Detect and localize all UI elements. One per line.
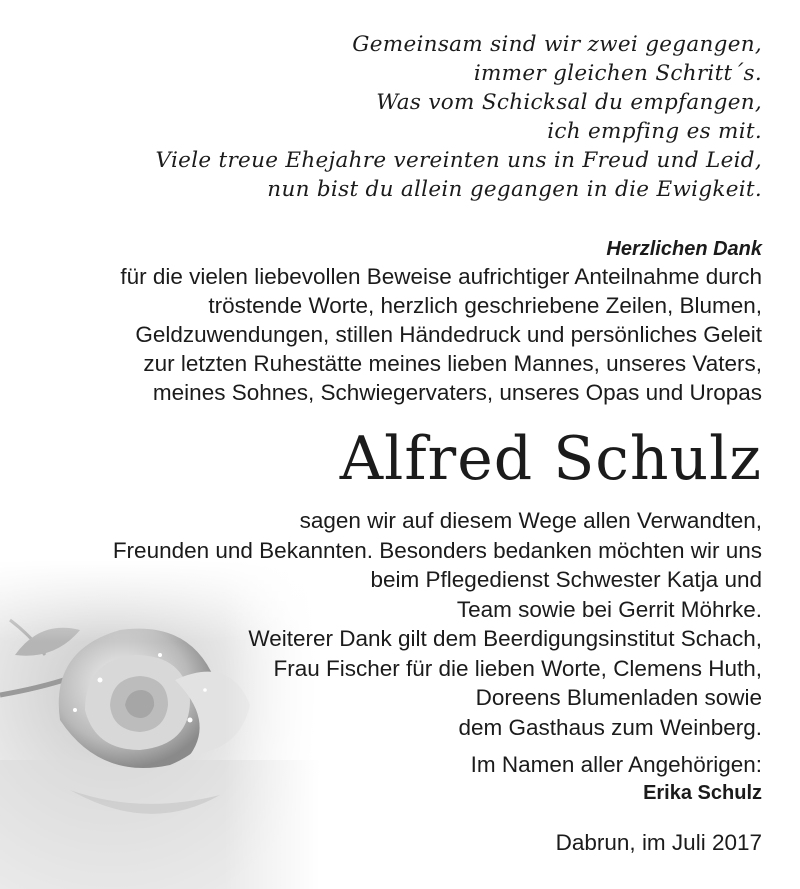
thanks-line: zur letzten Ruhestätte meines lieben Mannes, unseres Vaters,: [143, 351, 762, 376]
closing-line: beim Pflegedienst Schwester Katja und: [370, 567, 762, 592]
signature-intro: Im Namen aller Angehörigen:: [470, 752, 762, 777]
thanks-line: tröstende Worte, herzlich geschriebene Zeilen, Blumen,: [208, 293, 762, 318]
poem: [22, 30, 762, 204]
poem-line: ich empfing es mit.: [547, 119, 762, 144]
poem-line: immer gleichen Schritt´s.: [473, 61, 762, 86]
poem-line: Gemeinsam sind wir zwei gegangen,: [352, 32, 762, 57]
closing-line: dem Gasthaus zum Weinberg.: [458, 714, 762, 740]
closing-line: Doreens Blumenladen sowie: [475, 685, 762, 710]
thanks-line: Geldzuwendungen, stillen Händedruck und persönliches Geleit: [135, 322, 762, 347]
place-date: Dabrun, im Juli 2017: [555, 830, 762, 855]
poem-line: Was vom Schicksal du empfangen,: [376, 90, 762, 115]
closing-line: Freunden und Bekannten. Besonders bedanken möchten wir uns: [112, 537, 762, 563]
deceased-name: Alfred Schulz: [339, 424, 762, 494]
thanks-line: meines Sohnes, Schwiegervaters, unseres Opas und Uropas: [152, 380, 762, 405]
closing-line: Team sowie bei Gerrit Möhrke.: [456, 596, 762, 622]
poem-line: nun bist du allein gegangen in die Ewigkeit.: [267, 177, 762, 202]
closing-line: sagen wir auf diesem Wege allen Verwandten,: [299, 508, 762, 533]
thanks-heading: Herzlichen Dank: [606, 238, 762, 260]
closing-line: Weiterer Dank gilt dem Beerdigungsinstitut Schach,: [248, 626, 762, 651]
thanks-line: für die vielen liebevollen Beweise aufrichtiger Anteilnahme durch: [120, 264, 762, 289]
closing-line: Frau Fischer für die lieben Worte, Clemens Huth,: [273, 655, 762, 681]
signature-name: Erika Schulz: [643, 782, 762, 804]
closing-text: [2, 506, 762, 742]
thanks-text: [2, 262, 762, 407]
poem-line: Viele treue Ehejahre vereinten uns in Freud und Leid,: [155, 148, 762, 173]
